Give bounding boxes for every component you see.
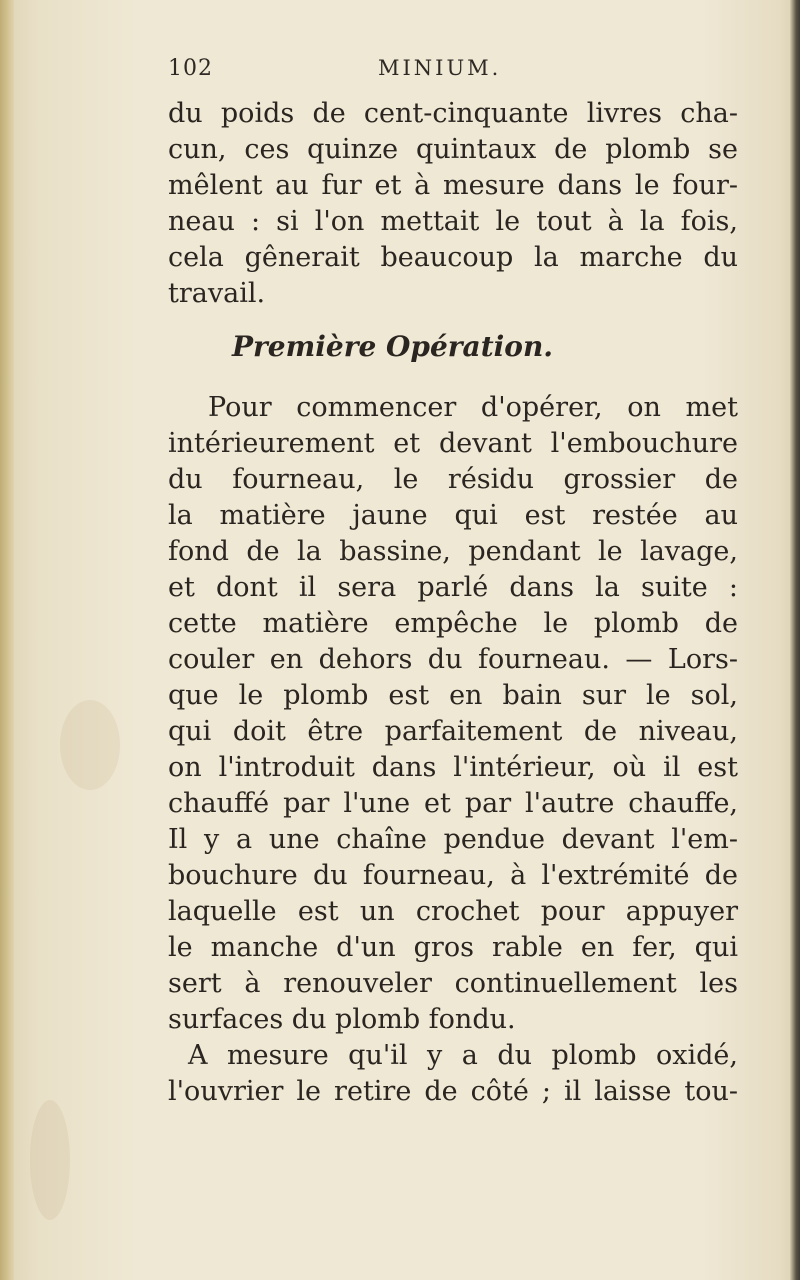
page-edge	[790, 0, 800, 1280]
page-gutter	[0, 0, 14, 1280]
text-line: que le plomb est en bain sur le sol,	[168, 680, 738, 711]
text-line: surfaces du plomb fondu.	[168, 1004, 516, 1035]
text-line: laquelle est un crochet pour appuyer	[168, 896, 738, 927]
running-head	[168, 56, 728, 88]
text-line: du fourneau, le résidu grossier de	[168, 464, 738, 495]
text-line: bouchure du fourneau, à l'extrémité de	[168, 860, 738, 891]
text-line: cela gênerait beaucoup la marche du	[168, 242, 738, 273]
running-title: MINIUM.	[378, 56, 502, 80]
text-line: chauffé par l'une et par l'autre chauffe,	[168, 788, 738, 819]
text-line: fond de la bassine, pendant le lavage,	[168, 536, 738, 567]
text-line: travail.	[168, 278, 266, 309]
text-line: la matière jaune qui est restée au	[168, 500, 738, 531]
paper-stain	[60, 700, 120, 790]
paragraph-continuation	[168, 96, 738, 312]
paragraph-body	[168, 390, 738, 1110]
text-line: l'ouvrier le retire de côté ; il laisse tou-	[168, 1076, 738, 1107]
page-number: 102	[168, 56, 213, 81]
text-line: et dont il sera parlé dans la suite :	[168, 572, 738, 603]
text-line: on l'introduit dans l'intérieur, où il est	[168, 752, 738, 783]
text-line: couler en dehors du fourneau. — Lors-	[168, 644, 738, 675]
text-line: mêlent au fur et à mesure dans le four-	[168, 170, 738, 201]
text-line: cette matière empêche le plomb de	[168, 608, 738, 639]
paper-stain	[30, 1100, 70, 1220]
text-line: neau : si l'on mettait le tout à la fois,	[168, 206, 738, 237]
text-line: Pour commencer d'opérer, on met	[208, 392, 738, 423]
section-heading: Première Opération.	[232, 330, 554, 363]
text-line: intérieurement et devant l'embouchure	[168, 428, 738, 459]
text-line: sert à renouveler continuellement les	[168, 968, 738, 999]
text-line: A mesure qu'il y a du plomb oxidé,	[188, 1040, 738, 1071]
text-line: qui doit être parfaitement de niveau,	[168, 716, 738, 747]
text-line: Il y a une chaîne pendue devant l'em-	[168, 824, 738, 855]
text-line: cun, ces quinze quintaux de plomb se	[168, 134, 738, 165]
text-line: du poids de cent-cinquante livres cha-	[168, 98, 738, 129]
text-line: le manche d'un gros rable en fer, qui	[168, 932, 738, 963]
